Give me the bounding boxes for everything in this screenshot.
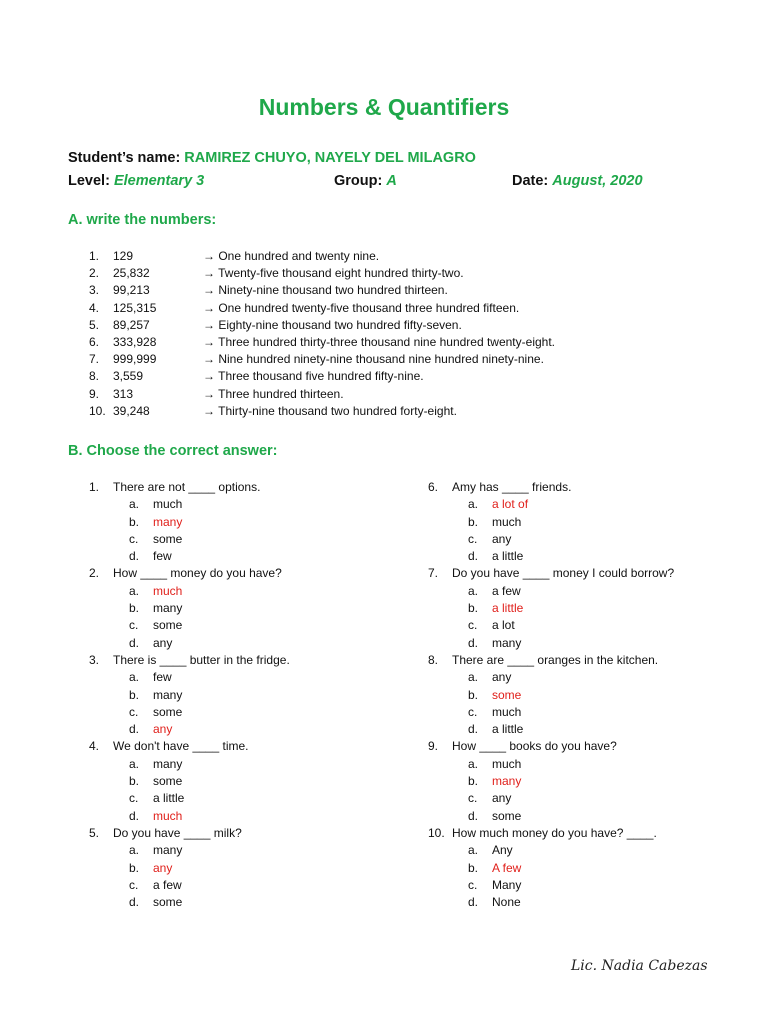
answer-option-correct <box>428 861 758 878</box>
option-letter: c. <box>129 791 139 806</box>
option-letter: a. <box>129 497 140 512</box>
questions-right-column <box>428 480 758 912</box>
section-b-heading: B. Choose the correct answer: <box>68 443 278 459</box>
question-number: 4. <box>89 739 100 754</box>
question-number: 1. <box>89 480 100 494</box>
page-title: Numbers & Quantifiers <box>258 94 510 120</box>
answer-option <box>89 705 419 722</box>
option-letter: c. <box>468 704 478 719</box>
question-number: 5. <box>89 825 100 840</box>
question-number: 10. <box>428 825 445 840</box>
question-number: 8. <box>428 652 439 667</box>
option-letter: b. <box>129 514 140 529</box>
question-item <box>89 653 419 670</box>
group-line <box>334 173 397 189</box>
question-text: How ____ books do you have? <box>452 739 617 754</box>
number-index: 9. <box>89 386 100 401</box>
answer-option <box>89 532 419 549</box>
option-text: some <box>492 808 522 823</box>
answer-option <box>428 618 758 635</box>
option-text: some <box>153 895 183 910</box>
option-letter: a. <box>129 583 140 598</box>
option-text: any <box>492 531 512 546</box>
option-text: some <box>153 704 183 719</box>
number-item <box>0 387 768 404</box>
option-letter: d. <box>129 808 140 823</box>
option-letter: a. <box>468 670 479 685</box>
question-number: 7. <box>428 566 439 581</box>
option-letter: d. <box>468 722 479 737</box>
student-name-value: RAMIREZ CHUYO, NAYELY DEL MILAGRO <box>184 150 476 166</box>
number-item <box>0 283 768 300</box>
answer-option <box>89 636 419 653</box>
answer-option-correct <box>428 497 758 514</box>
number-value: 999,999 <box>113 352 157 367</box>
group-value: A <box>386 173 397 189</box>
answer-option <box>428 757 758 774</box>
answer-option <box>428 670 758 687</box>
group-label: Group: <box>334 173 383 189</box>
option-text: any <box>153 860 173 875</box>
answer-option <box>428 532 758 549</box>
number-index: 4. <box>89 300 100 315</box>
question-item <box>89 480 419 497</box>
answer-option-correct <box>89 515 419 532</box>
number-words: → Three thousand five hundred fifty-nine. <box>203 369 424 384</box>
option-letter: a. <box>468 843 479 858</box>
option-text: a little <box>492 549 524 564</box>
option-letter: d. <box>129 722 140 737</box>
question-text: There is ____ butter in the fridge. <box>113 652 290 667</box>
option-letter: c. <box>468 791 478 806</box>
number-words: → Nine hundred ninety-nine thousand nine hundred ninety-nine. <box>203 352 544 367</box>
option-letter: d. <box>129 895 140 910</box>
option-text: many <box>492 635 522 650</box>
number-index: 2. <box>89 266 100 281</box>
option-letter: c. <box>129 877 139 892</box>
option-letter: c. <box>468 618 478 633</box>
option-text: many <box>153 756 183 771</box>
level-label: Level: <box>68 173 110 189</box>
date-line <box>512 173 643 189</box>
question-item <box>428 480 758 497</box>
answer-option <box>428 584 758 601</box>
option-text: many <box>153 514 183 529</box>
question-text: There are ____ oranges in the kitchen. <box>452 652 659 667</box>
answer-option <box>89 549 419 566</box>
questions-left-column <box>89 480 419 912</box>
answer-option <box>428 895 758 912</box>
student-name-line: Student’s name: RAMIREZ CHUYO, NAYELY DEL MILAGRO <box>68 150 476 166</box>
number-item <box>0 318 768 335</box>
date-label: Date: <box>512 173 549 189</box>
option-text: many <box>153 601 183 616</box>
option-text: some <box>153 618 183 633</box>
question-text: Amy has ____ friends. <box>452 480 572 494</box>
answer-option <box>428 549 758 566</box>
option-letter: a. <box>129 756 140 771</box>
answer-option-correct <box>428 601 758 618</box>
question-item <box>428 566 758 583</box>
number-index: 7. <box>89 352 100 367</box>
option-letter: d. <box>468 549 479 564</box>
option-letter: a. <box>129 670 140 685</box>
number-words: → Ninety-nine thousand two hundred thirteen. <box>203 283 448 298</box>
question-item <box>428 653 758 670</box>
number-index: 8. <box>89 369 100 384</box>
level-line <box>68 173 204 189</box>
number-words: → Twenty-five thousand eight hundred thirty-two. <box>203 266 464 281</box>
date-value: August, 2020 <box>552 173 643 189</box>
number-item <box>0 266 768 283</box>
option-letter: a. <box>129 843 140 858</box>
option-text: some <box>153 774 183 789</box>
option-text: a lot of <box>492 497 529 512</box>
option-text: a little <box>153 791 185 806</box>
number-item <box>0 352 768 369</box>
option-letter: b. <box>468 514 479 529</box>
option-text: few <box>153 549 172 564</box>
answer-option <box>428 515 758 532</box>
option-text: much <box>492 704 522 719</box>
number-words: → One hundred twenty-five thousand three hundred fifteen. <box>203 300 520 315</box>
option-letter: b. <box>468 601 479 616</box>
option-text: a few <box>492 583 521 598</box>
number-value: 3,559 <box>113 369 144 384</box>
question-text: We don't have ____ time. <box>113 739 249 754</box>
number-item <box>0 249 768 266</box>
question-number: 6. <box>428 480 439 494</box>
option-letter: b. <box>129 860 140 875</box>
option-letter: d. <box>468 895 479 910</box>
question-item <box>89 739 419 756</box>
number-value: 333,928 <box>113 335 157 349</box>
option-text: a little <box>492 722 524 737</box>
option-text: many <box>153 687 183 702</box>
number-item <box>0 335 768 352</box>
question-number: 2. <box>89 566 100 581</box>
option-letter: d. <box>129 549 140 564</box>
option-text: a lot <box>492 618 515 633</box>
option-text: much <box>492 756 522 771</box>
answer-option-correct <box>89 861 419 878</box>
option-letter: b. <box>129 601 140 616</box>
option-text: few <box>153 670 172 685</box>
option-text: a little <box>492 601 524 616</box>
question-item <box>428 739 758 756</box>
answer-option <box>89 774 419 791</box>
number-value: 99,213 <box>113 283 150 298</box>
option-letter: a. <box>468 497 479 512</box>
option-text: much <box>153 583 183 598</box>
option-text: much <box>153 497 183 512</box>
question-text: Do you have ____ milk? <box>113 825 242 840</box>
answer-option-correct <box>89 584 419 601</box>
number-item <box>0 301 768 318</box>
option-text: many <box>492 774 522 789</box>
number-value: 25,832 <box>113 266 150 281</box>
number-item <box>0 404 768 421</box>
option-text: much <box>153 808 183 823</box>
option-text: any <box>153 722 173 737</box>
number-index: 3. <box>89 283 100 298</box>
answer-option <box>428 705 758 722</box>
answer-option <box>428 809 758 826</box>
teacher-signature: Lic. Nadia Cabezas <box>571 958 708 974</box>
answer-option <box>89 670 419 687</box>
answer-option <box>89 688 419 705</box>
question-item <box>89 566 419 583</box>
section-a-heading: A. write the numbers: <box>68 212 217 228</box>
number-words: → Thirty-nine thousand two hundred forty-eight. <box>203 403 457 418</box>
option-text: a few <box>153 877 182 892</box>
answer-option-correct <box>89 809 419 826</box>
answer-option-correct <box>428 774 758 791</box>
option-letter: d. <box>468 808 479 823</box>
option-letter: a. <box>468 583 479 598</box>
number-index: 1. <box>89 249 100 263</box>
answer-option <box>89 601 419 618</box>
answer-option <box>428 843 758 860</box>
number-index: 10. <box>89 403 106 418</box>
option-text: A few <box>492 860 522 875</box>
question-text: There are not ____ options. <box>113 480 261 494</box>
option-text: any <box>492 670 512 685</box>
number-value: 129 <box>113 249 134 263</box>
option-text: some <box>492 687 522 702</box>
level-value: Elementary 3 <box>113 173 205 189</box>
option-text: much <box>492 514 522 529</box>
option-text: Many <box>492 877 522 892</box>
option-letter: d. <box>129 635 140 650</box>
answer-option <box>428 791 758 808</box>
option-text: many <box>153 843 183 858</box>
number-words: → Three hundred thirty-three thousand nine hundred twenty-eight. <box>203 335 555 349</box>
question-text: How ____ money do you have? <box>113 566 282 581</box>
option-letter: c. <box>129 704 139 719</box>
option-letter: c. <box>468 531 478 546</box>
answer-option <box>428 722 758 739</box>
option-letter: b. <box>129 774 140 789</box>
option-text: Any <box>492 843 513 858</box>
option-letter: c. <box>129 618 139 633</box>
number-index: 5. <box>89 317 100 332</box>
option-text: any <box>153 635 173 650</box>
option-letter: c. <box>129 531 139 546</box>
question-number: 3. <box>89 652 100 667</box>
student-name-label: Student’s name <box>68 150 176 166</box>
option-letter: b. <box>468 860 479 875</box>
answer-option <box>89 497 419 514</box>
option-letter: b. <box>468 774 479 789</box>
answer-option <box>89 791 419 808</box>
answer-option <box>89 878 419 895</box>
number-value: 125,315 <box>113 300 157 315</box>
number-value: 39,248 <box>113 403 150 418</box>
answer-option <box>89 895 419 912</box>
answer-option <box>89 618 419 635</box>
option-letter: b. <box>129 687 140 702</box>
answer-option <box>89 757 419 774</box>
question-text: Do you have ____ money I could borrow? <box>452 566 675 581</box>
answer-option-correct <box>428 688 758 705</box>
answer-option <box>89 843 419 860</box>
number-value: 89,257 <box>113 317 150 332</box>
option-letter: c. <box>468 877 478 892</box>
question-item <box>428 826 758 843</box>
answer-option <box>428 878 758 895</box>
number-item <box>0 369 768 386</box>
number-words: → Eighty-nine thousand two hundred fifty-seven. <box>203 317 462 332</box>
option-letter: d. <box>468 635 479 650</box>
number-words: → One hundred and twenty nine. <box>203 249 380 263</box>
answer-option <box>428 636 758 653</box>
option-letter: b. <box>468 687 479 702</box>
option-text: None <box>492 895 521 910</box>
option-letter: a. <box>468 756 479 771</box>
option-text: any <box>492 791 512 806</box>
question-item <box>89 826 419 843</box>
number-words: → Three hundred thirteen. <box>203 386 344 401</box>
number-value: 313 <box>113 386 134 401</box>
number-index: 6. <box>89 335 100 349</box>
option-text: some <box>153 531 183 546</box>
question-number: 9. <box>428 739 439 754</box>
answer-option-correct <box>89 722 419 739</box>
question-text: How much money do you have? ____. <box>452 825 657 840</box>
